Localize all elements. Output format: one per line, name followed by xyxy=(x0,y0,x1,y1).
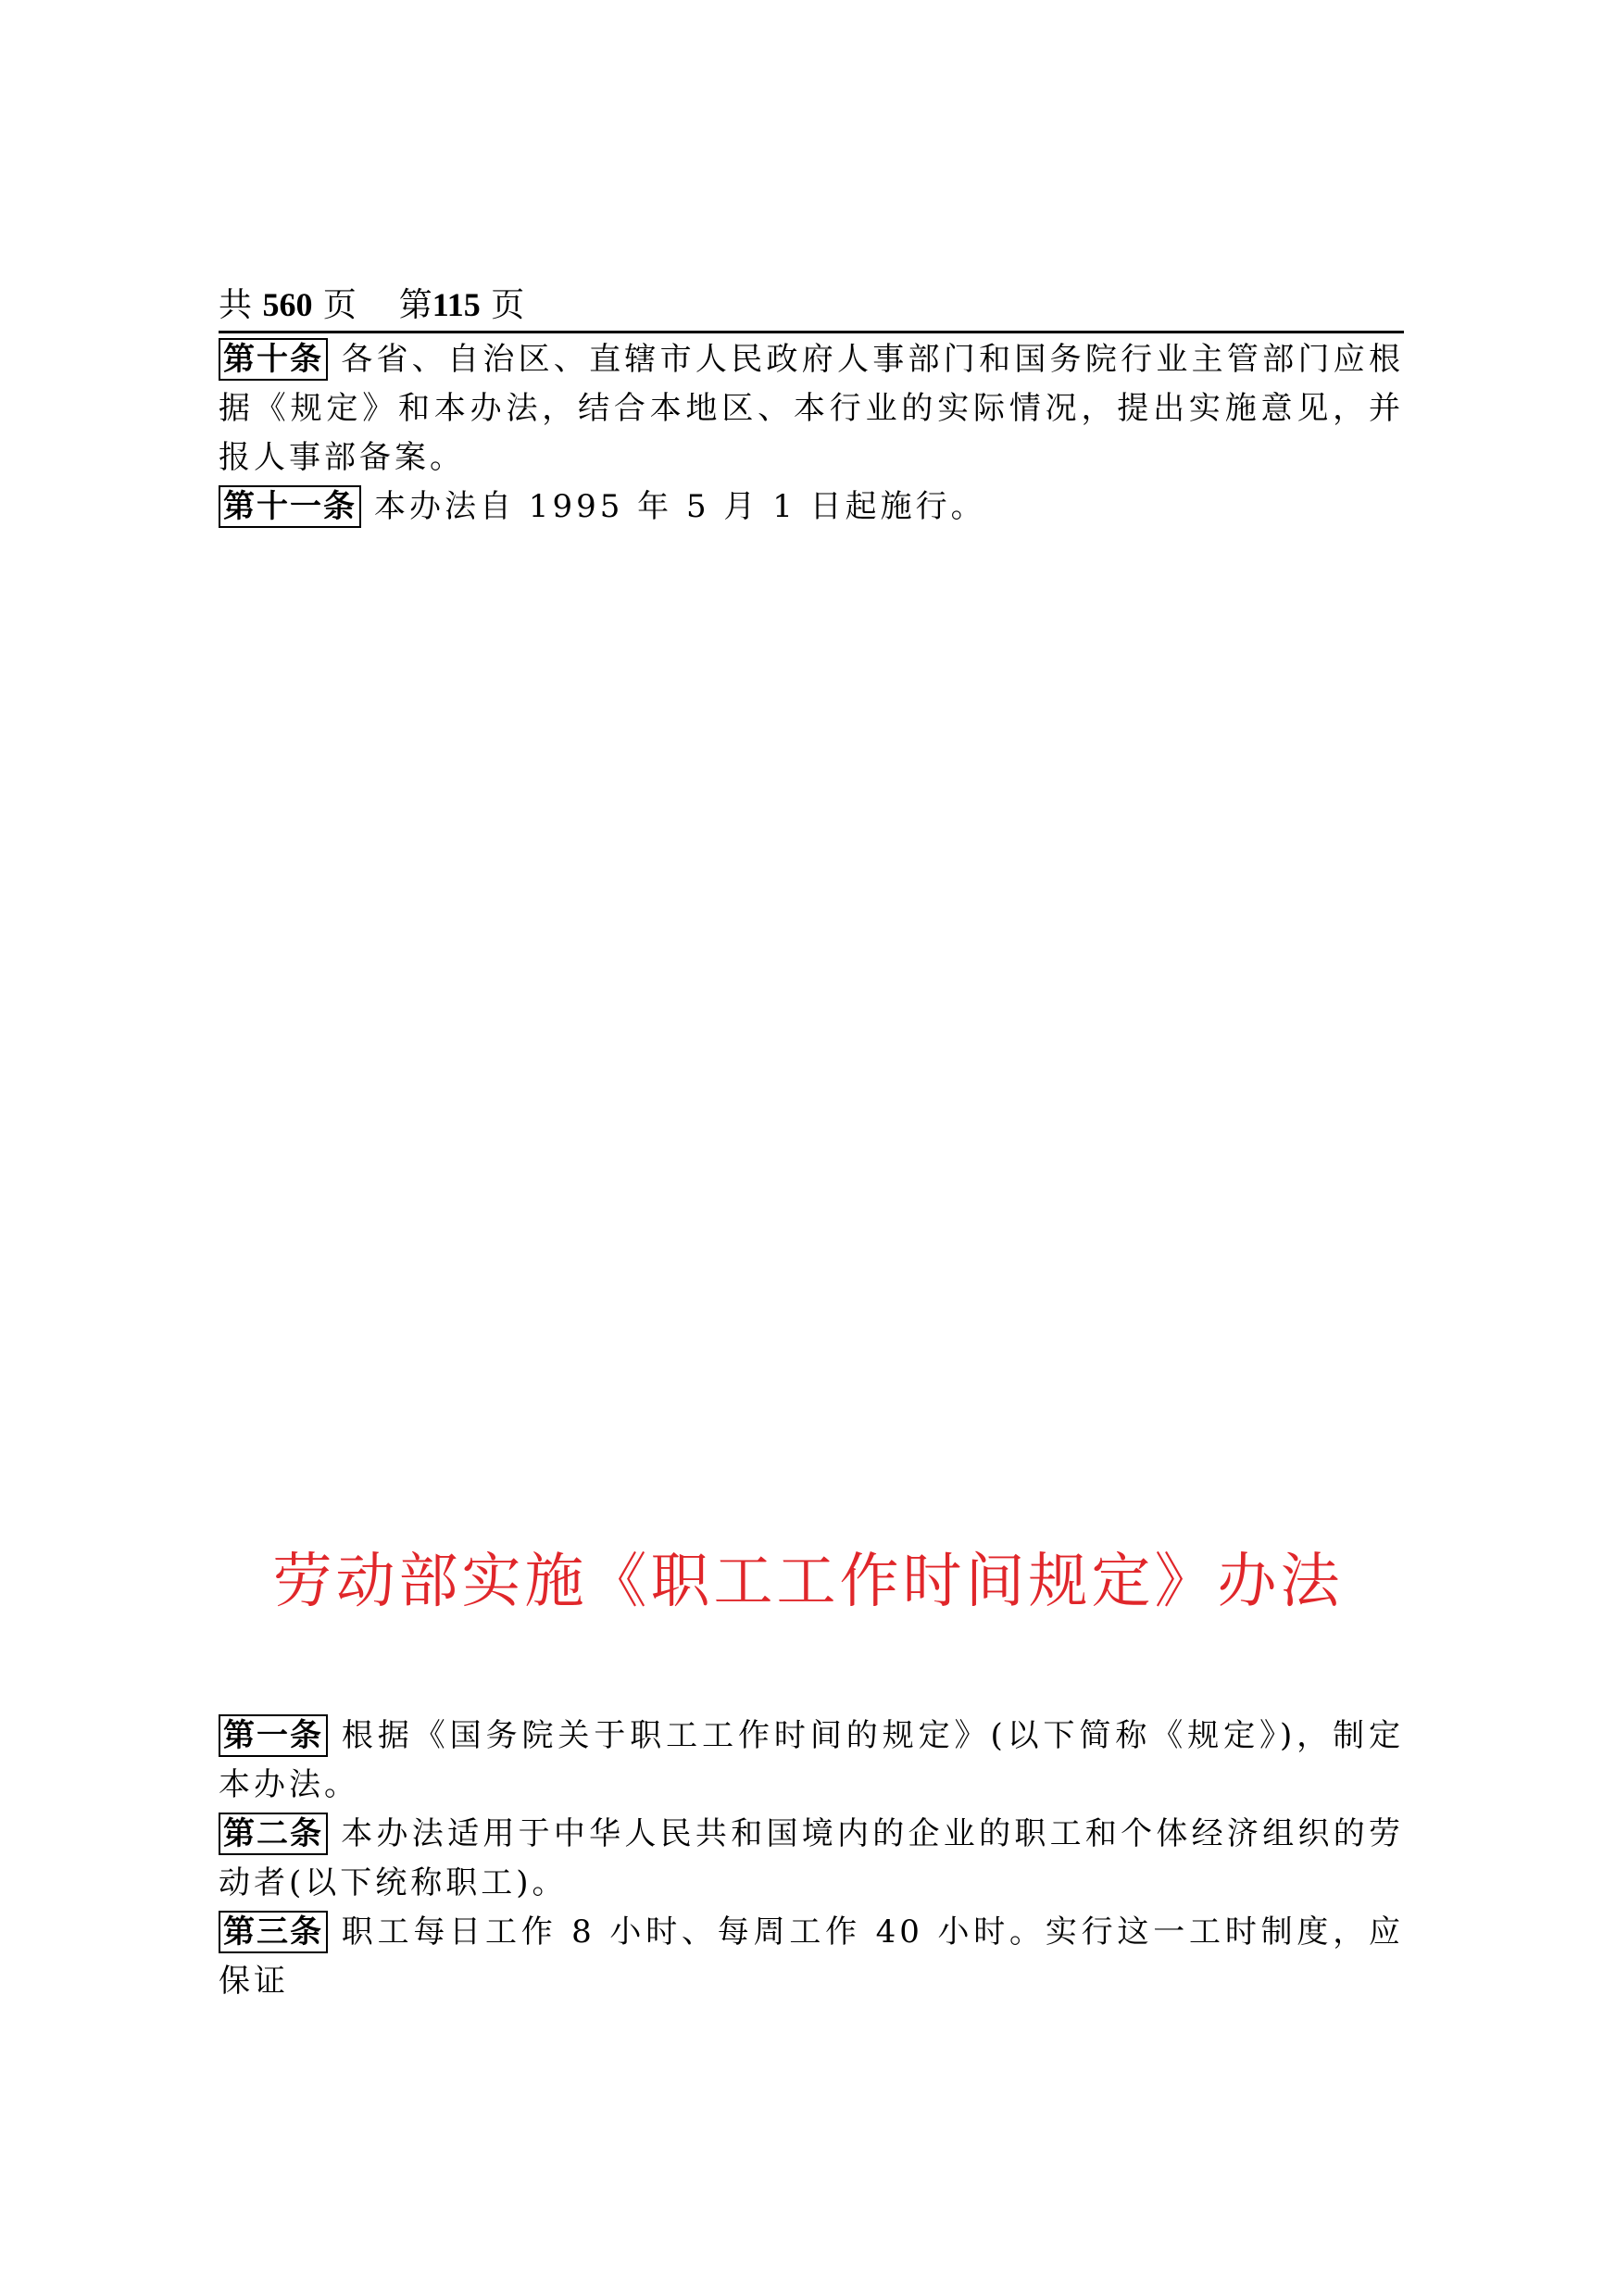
article-paragraph xyxy=(219,1712,1404,1810)
article-paragraph xyxy=(219,1810,1404,1908)
total-pages-prefix: 共 xyxy=(219,286,253,324)
article-text: 本办法自 1995 年 5 月 1 日起施行。 xyxy=(374,488,986,525)
article-paragraph xyxy=(219,335,1404,483)
current-page-suffix: 页 xyxy=(491,286,525,324)
article-label: 第一条 xyxy=(219,1714,328,1757)
total-pages-suffix: 页 xyxy=(322,286,357,324)
article-text: 本办法适用于中华人民共和国境内的企业的职工和个体经济组织的劳动者(以下统称职工)。 xyxy=(219,1815,1404,1901)
article-label: 第三条 xyxy=(219,1911,328,1953)
article-paragraph xyxy=(219,483,1404,532)
document-title: 劳动部实施《职工工作时间规定》办法 xyxy=(272,1548,1344,1616)
page-header xyxy=(219,282,1404,333)
article-text: 各省、自治区、直辖市人民政府人事部门和国务院行业主管部门应根据《规定》和本办法，结合本地区、本行业的实际情况，提出实施意见，并报人事部备案。 xyxy=(219,341,1404,476)
current-page-prefix: 第 xyxy=(398,286,432,324)
total-pages-count: 560 xyxy=(262,286,313,323)
article-label: 第十条 xyxy=(219,338,328,381)
article-label: 第十一条 xyxy=(219,485,361,528)
article-text: 根据《国务院关于职工工作时间的规定》(以下简称《规定》)，制定本办法。 xyxy=(219,1717,1404,1803)
article-paragraph xyxy=(219,1908,1404,2006)
article-label: 第二条 xyxy=(219,1813,328,1855)
article-text: 职工每日工作 8 小时、每周工作 40 小时。实行这一工时制度，应保证 xyxy=(219,1913,1404,2000)
current-page-number: 115 xyxy=(432,286,481,323)
